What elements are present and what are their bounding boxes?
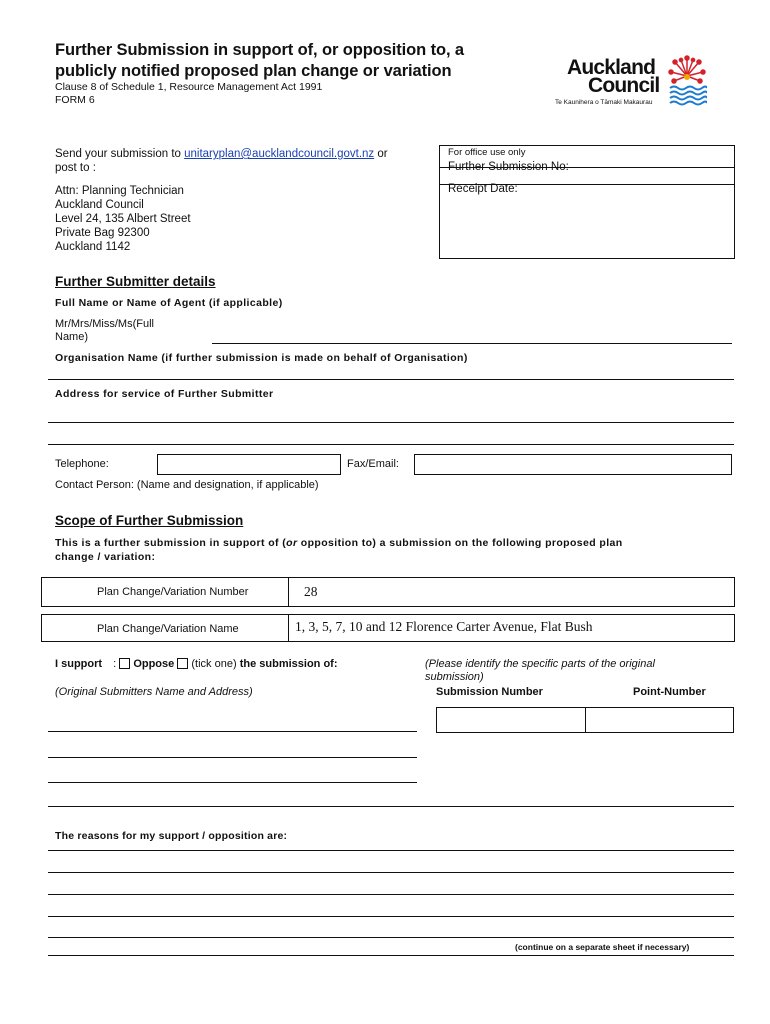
address-line: Level 24, 135 Albert Street (55, 213, 191, 225)
logo-line-1: Auckland (567, 56, 656, 79)
reasons-input-line-2[interactable] (48, 872, 734, 873)
form-title (55, 40, 464, 82)
postal-address (55, 184, 191, 254)
send-post: post to : (55, 162, 96, 174)
submission-number-header: Submission Number (436, 686, 543, 698)
address-input-line-1[interactable] (48, 422, 734, 423)
further-submission-no-field[interactable]: Further Submission No: (448, 161, 569, 173)
scope-intro-part: change / variation: (55, 551, 156, 563)
cell-divider (288, 615, 289, 641)
address-line: Private Bag 92300 (55, 227, 150, 239)
continue-note: (continue on a separate sheet if necessary) (515, 942, 690, 952)
clause-reference: Clause 8 of Schedule 1, Resource Management Act 1991 (55, 81, 323, 93)
scope-intro-or: or (286, 537, 298, 549)
fax-email-label: Fax/Email: (347, 458, 399, 470)
form-number: FORM 6 (55, 94, 95, 106)
auckland-council-logo (555, 54, 725, 110)
organisation-label: Organisation Name (if further submission is made on behalf of Organisation) (55, 352, 468, 364)
reasons-input-line-4[interactable] (48, 916, 734, 917)
support-oppose-line (55, 658, 337, 670)
original-submitters-label: (Original Submitters Name and Address) (55, 686, 253, 698)
reasons-input-line-6[interactable] (48, 955, 734, 956)
pohutukawa-flower-icon (667, 54, 707, 106)
title-line-2: publicly notified proposed plan change or variation (55, 62, 452, 80)
organisation-input-line[interactable] (48, 379, 734, 380)
send-instructions (55, 147, 435, 175)
plan-name-label: Plan Change/Variation Name (97, 623, 239, 635)
plan-number-row (41, 577, 735, 607)
submission-email-link[interactable]: unitaryplan@aucklandcouncil.govt.nz (184, 148, 375, 160)
receipt-date-field[interactable]: Receipt Date: (448, 183, 518, 195)
support-label: I support (55, 658, 103, 670)
oppose-label: Oppose (133, 658, 175, 670)
cell-divider (288, 578, 289, 606)
reasons-label: The reasons for my support / opposition are: (55, 830, 288, 842)
point-number-input[interactable] (585, 708, 733, 732)
full-name-input-line[interactable] (212, 343, 732, 344)
submission-number-input[interactable] (436, 708, 584, 732)
submitter-input-line-1[interactable] (48, 731, 417, 732)
plan-name-row (41, 614, 735, 642)
support-checkbox[interactable] (119, 658, 130, 669)
scope-intro-part: This is a further submission in support of ( (55, 537, 287, 549)
identify-line-1: (Please identify the specific parts of the original (425, 658, 655, 670)
scope-intro (55, 536, 735, 564)
telephone-input[interactable] (157, 454, 341, 475)
further-submitter-heading: Further Submitter details (55, 274, 216, 289)
send-text: Send your submission to (55, 148, 185, 160)
salutation-label (55, 318, 154, 344)
full-name-label: Full Name or Name of Agent (if applicable) (55, 297, 283, 309)
logo-tagline: Te Kaunihera o Tāmaki Makaurau (555, 99, 653, 106)
tick-one-hint: (tick one) (191, 658, 237, 670)
logo-line-2: Council (588, 74, 660, 97)
plan-number-label: Plan Change/Variation Number (97, 586, 249, 598)
scope-intro-part: opposition to) a submission on the following proposed plan (297, 537, 623, 549)
salutation-line-2: Name) (55, 331, 89, 343)
reasons-input-line-5[interactable] (48, 937, 734, 938)
contact-person-label: Contact Person: (Name and designation, if applicable) (55, 479, 319, 491)
plan-number-value[interactable]: 28 (304, 584, 318, 599)
submission-of-label: the submission of: (239, 658, 338, 670)
address-line: Attn: Planning Technician (55, 185, 184, 197)
submitter-input-line-4[interactable] (48, 806, 734, 807)
reasons-input-line-3[interactable] (48, 894, 734, 895)
oppose-checkbox[interactable] (177, 658, 188, 669)
office-use-box (439, 145, 735, 259)
identify-hint (425, 658, 655, 684)
title-line-1: Further Submission in support of, or opposition to, a (55, 41, 465, 59)
address-line: Auckland Council (55, 199, 144, 211)
send-text-or: or (374, 148, 388, 160)
salutation-line-1: Mr/Mrs/Miss/Ms(Full (55, 318, 154, 330)
identify-line-2: submission) (425, 671, 484, 683)
address-input-line-2[interactable] (48, 444, 734, 445)
point-number-header: Point-Number (633, 686, 706, 698)
reasons-input-line-1[interactable] (48, 850, 734, 851)
address-for-service-label: Address for service of Further Submitter (55, 388, 274, 400)
plan-name-value[interactable]: 1, 3, 5, 7, 10 and 12 Florence Carter Avenue, Flat Bush (295, 619, 593, 634)
submitter-input-line-3[interactable] (48, 782, 417, 783)
fax-email-input[interactable] (414, 454, 732, 475)
colon: : (113, 658, 117, 670)
scope-heading: Scope of Further Submission (55, 513, 244, 528)
address-line: Auckland 1142 (55, 241, 131, 253)
office-use-label: For office use only (448, 147, 526, 158)
submitter-input-line-2[interactable] (48, 757, 417, 758)
telephone-label: Telephone: (55, 458, 109, 470)
